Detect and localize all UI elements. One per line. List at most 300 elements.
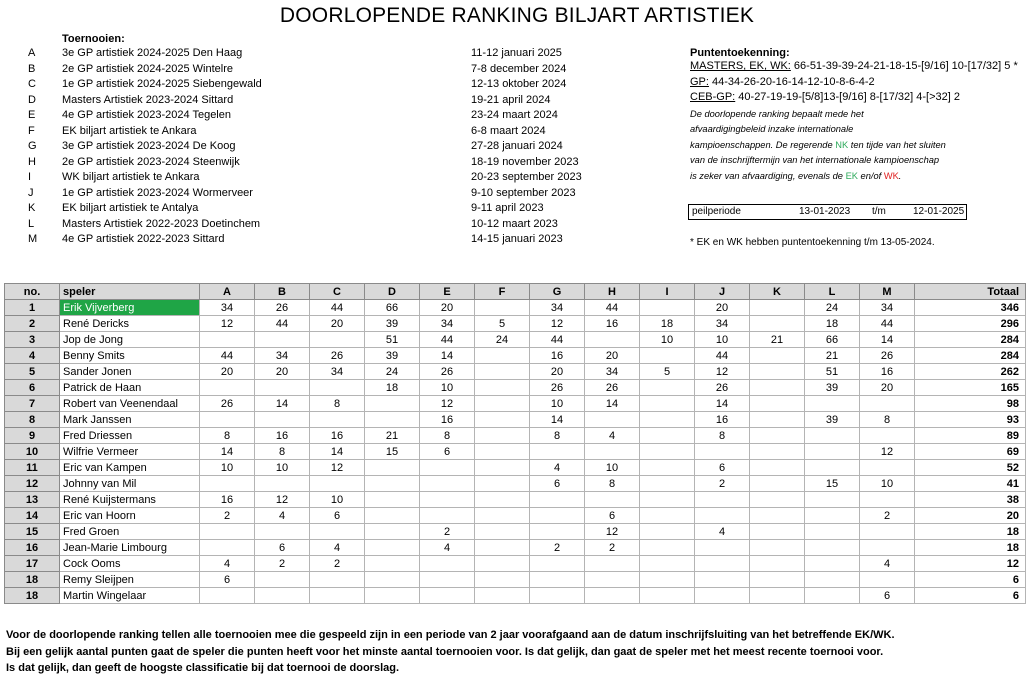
score-cell: 39: [365, 316, 420, 332]
page-title: DOORLOPENDE RANKING BILJART ARTISTIEK: [279, 4, 755, 27]
score-cell: 6: [200, 572, 255, 588]
player-cell: René Dericks: [60, 316, 200, 332]
score-cell: 39: [805, 380, 860, 396]
score-cell: [695, 556, 750, 572]
score-cell: [475, 380, 530, 396]
score-cell: [750, 540, 805, 556]
score-cell: 8: [255, 444, 310, 460]
table-row: [5, 540, 1026, 556]
score-cell: [640, 572, 695, 588]
score-cell: 10: [200, 460, 255, 476]
score-cell: 4: [695, 524, 750, 540]
total-cell: 6: [915, 572, 1026, 588]
score-cell: [365, 540, 420, 556]
score-cell: 34: [860, 300, 915, 316]
score-cell: [640, 524, 695, 540]
score-cell: [640, 588, 695, 604]
score-cell: 8: [200, 428, 255, 444]
table-row: [5, 572, 1026, 588]
player-cell: Wilfrie Vermeer: [60, 444, 200, 460]
tournament-name: Masters Artistiek 2022-2023 Doetinchem: [62, 217, 261, 230]
tournament-date: 18-19 november 2023: [471, 155, 579, 168]
tournament-date: 20-23 september 2023: [471, 171, 582, 183]
rank-cell: 9: [5, 428, 60, 444]
score-cell: [310, 412, 365, 428]
score-cell: 2: [585, 540, 640, 556]
score-cell: 44: [200, 348, 255, 364]
tournament-name: Masters Artistiek 2023-2024 Sittard: [62, 93, 234, 106]
rank-cell: 15: [5, 524, 60, 540]
score-cell: 34: [695, 316, 750, 332]
score-cell: 4: [200, 556, 255, 572]
score-cell: [420, 492, 475, 508]
score-cell: 2: [420, 524, 475, 540]
score-cell: [750, 348, 805, 364]
score-cell: [365, 524, 420, 540]
score-cell: 16: [585, 316, 640, 332]
player-cell: Eric van Kampen: [60, 460, 200, 476]
total-cell: 18: [915, 524, 1026, 540]
score-cell: [640, 540, 695, 556]
score-cell: 12: [255, 492, 310, 508]
tournament-name: 2e GP artistiek 2023-2024 Steenwijk: [62, 155, 240, 168]
score-cell: [365, 476, 420, 492]
score-cell: 6: [420, 444, 475, 460]
tournament-name: 3e GP artistiek 2023-2024 De Koog: [62, 140, 236, 152]
score-cell: [530, 444, 585, 460]
col-tournament: F: [475, 284, 530, 300]
score-cell: [640, 508, 695, 524]
tournament-date: 23-24 maart 2024: [471, 109, 558, 121]
points-ceb: CEB-GP: 40-27-19-19-[5/8]13-[9/16] 8-[17/32] 4-[>32] 2: [690, 91, 960, 103]
table-row: [5, 396, 1026, 412]
player-cell: Robert van Veenendaal: [60, 396, 200, 412]
score-cell: [695, 588, 750, 604]
player-cell: Jop de Jong: [60, 332, 200, 348]
score-cell: 4: [860, 556, 915, 572]
tournament-date: 12-13 oktober 2024: [471, 78, 567, 90]
tournament-code: G: [28, 140, 37, 152]
tournament-code: F: [28, 124, 35, 137]
tournament-date: 27-28 januari 2024: [471, 140, 563, 152]
col-player: speler: [60, 284, 200, 300]
score-cell: 34: [200, 300, 255, 316]
score-cell: [585, 588, 640, 604]
points-masters: MASTERS, EK, WK: 66-51-39-39-24-21-18-15-[9/16] 10-[17/32] 5 *: [690, 60, 1018, 72]
score-cell: 44: [310, 300, 365, 316]
score-cell: 5: [640, 364, 695, 380]
score-cell: 51: [805, 364, 860, 380]
points-heading: Puntentoekenning:: [690, 47, 790, 59]
score-cell: [640, 556, 695, 572]
score-cell: [585, 572, 640, 588]
col-tournament: E: [420, 284, 475, 300]
total-cell: 38: [915, 492, 1026, 508]
tournament-name: 1e GP artistiek 2023-2024 Wormerveer: [62, 186, 253, 199]
score-cell: 14: [420, 348, 475, 364]
total-cell: 93: [915, 412, 1026, 428]
score-cell: 26: [695, 380, 750, 396]
tournament-date: 9-11 april 2023: [471, 202, 544, 214]
score-cell: 20: [255, 364, 310, 380]
score-cell: [475, 556, 530, 572]
score-cell: [750, 396, 805, 412]
score-cell: 26: [255, 300, 310, 316]
total-cell: 52: [915, 460, 1026, 476]
score-cell: [475, 412, 530, 428]
score-cell: 34: [585, 364, 640, 380]
score-cell: 24: [805, 300, 860, 316]
score-cell: [255, 412, 310, 428]
col-tournament: L: [805, 284, 860, 300]
score-cell: [585, 556, 640, 572]
tournament-date: 10-12 maart 2023: [471, 217, 558, 230]
table-row: [5, 428, 1026, 444]
score-cell: [200, 412, 255, 428]
score-cell: 16: [420, 412, 475, 428]
score-cell: [585, 412, 640, 428]
score-cell: [750, 412, 805, 428]
score-cell: [255, 524, 310, 540]
table-row: [5, 444, 1026, 460]
points-note-5: is zeker van afvaardiging, evenals de EK en/of WK.: [690, 170, 902, 181]
player-cell: Remy Sleijpen: [60, 572, 200, 588]
total-cell: 284: [915, 332, 1026, 348]
score-cell: 12: [200, 316, 255, 332]
score-cell: [475, 444, 530, 460]
score-cell: [255, 476, 310, 492]
score-cell: 10: [420, 380, 475, 396]
score-cell: 44: [420, 332, 475, 348]
tournament-code: B: [28, 62, 36, 75]
footnote: * EK en WK hebben puntentoekenning t/m 13-05-2024.: [690, 237, 935, 248]
col-tournament: H: [585, 284, 640, 300]
tournament-name: EK biljart artistiek te Ankara: [62, 124, 197, 137]
tournament-name: 4e GP artistiek 2023-2024 Tegelen: [62, 109, 231, 121]
rank-cell: 13: [5, 492, 60, 508]
tournament-code: J: [28, 186, 34, 199]
player-cell: Mark Janssen: [60, 412, 200, 428]
rank-cell: 16: [5, 540, 60, 556]
rank-cell: 10: [5, 444, 60, 460]
total-cell: 41: [915, 476, 1026, 492]
rank-cell: 18: [5, 572, 60, 588]
score-cell: [420, 460, 475, 476]
tournament-name: 1e GP artistiek 2024-2025 Siebengewald: [62, 78, 262, 90]
score-cell: [750, 508, 805, 524]
score-cell: 12: [585, 524, 640, 540]
table-row: [5, 364, 1026, 380]
total-cell: 20: [915, 508, 1026, 524]
score-cell: 2: [200, 508, 255, 524]
score-cell: 8: [530, 428, 585, 444]
period-sep: t/m: [872, 206, 886, 217]
period-box: [688, 204, 967, 220]
col-tournament: K: [750, 284, 805, 300]
rank-cell: 3: [5, 332, 60, 348]
score-cell: [750, 556, 805, 572]
score-cell: 34: [420, 316, 475, 332]
score-cell: [530, 556, 585, 572]
score-cell: [420, 476, 475, 492]
score-cell: [805, 540, 860, 556]
score-cell: 10: [695, 332, 750, 348]
tournament-date: 14-15 januari 2023: [471, 233, 563, 245]
rank-cell: 14: [5, 508, 60, 524]
period-from: 13-01-2023: [799, 206, 851, 217]
score-cell: [695, 444, 750, 460]
score-cell: 14: [585, 396, 640, 412]
tournament-date: 6-8 maart 2024: [471, 124, 546, 137]
score-cell: [750, 572, 805, 588]
score-cell: 6: [255, 540, 310, 556]
table-row: [5, 556, 1026, 572]
score-cell: [640, 412, 695, 428]
tournament-code: M: [28, 233, 38, 245]
score-cell: [475, 364, 530, 380]
score-cell: [200, 588, 255, 604]
score-cell: 21: [805, 348, 860, 364]
score-cell: 20: [530, 364, 585, 380]
player-cell: Jean-Marie Limbourg: [60, 540, 200, 556]
score-cell: 14: [695, 396, 750, 412]
tournament-code: I: [28, 171, 32, 183]
col-tournament: B: [255, 284, 310, 300]
score-cell: 26: [860, 348, 915, 364]
score-cell: 12: [695, 364, 750, 380]
points-note-1: De doorlopende ranking bepaalt mede het: [690, 108, 864, 119]
score-cell: [530, 492, 585, 508]
score-cell: 2: [695, 476, 750, 492]
score-cell: 16: [310, 428, 365, 444]
score-cell: 16: [860, 364, 915, 380]
score-cell: 44: [585, 300, 640, 316]
score-cell: 10: [640, 332, 695, 348]
score-cell: [200, 476, 255, 492]
rank-cell: 7: [5, 396, 60, 412]
score-cell: [475, 396, 530, 412]
points-note-4: van de inschrijftermijn van het internationale kampioenschap: [690, 155, 940, 165]
score-cell: [750, 460, 805, 476]
score-cell: 34: [310, 364, 365, 380]
rank-cell: 4: [5, 348, 60, 364]
table-row: [5, 476, 1026, 492]
score-cell: [860, 396, 915, 412]
rank-cell: 6: [5, 380, 60, 396]
total-cell: 98: [915, 396, 1026, 412]
tournament-name: 3e GP artistiek 2024-2025 Den Haag: [62, 47, 243, 59]
score-cell: [805, 492, 860, 508]
score-cell: 16: [200, 492, 255, 508]
table-row: [5, 508, 1026, 524]
points-note-2: afvaardigingbeleid inzake internationale: [690, 124, 854, 134]
score-cell: 44: [530, 332, 585, 348]
score-cell: [365, 556, 420, 572]
rule-line: Bij een gelijk aantal punten gaat de speler die punten heeft voor het minste aantal toernooien voor. Is dat gelijk, dan gaat de speler met het meest recente toernooi voor.: [6, 645, 884, 658]
score-cell: [365, 508, 420, 524]
score-cell: 44: [860, 316, 915, 332]
score-cell: 18: [805, 316, 860, 332]
tournament-name: 4e GP artistiek 2022-2023 Sittard: [62, 233, 225, 245]
score-cell: 14: [860, 332, 915, 348]
score-cell: [750, 476, 805, 492]
score-cell: 15: [805, 476, 860, 492]
score-cell: [475, 476, 530, 492]
score-cell: [750, 380, 805, 396]
points-gp: GP: 44-34-26-20-16-14-12-10-8-6-4-2: [690, 75, 875, 88]
tournament-date: 11-12 januari 2025: [471, 47, 562, 59]
score-cell: 6: [695, 460, 750, 476]
score-cell: [255, 572, 310, 588]
table-row: [5, 524, 1026, 540]
score-cell: [585, 444, 640, 460]
score-cell: 66: [365, 300, 420, 316]
col-tournament: I: [640, 284, 695, 300]
score-cell: [640, 380, 695, 396]
score-cell: [530, 508, 585, 524]
score-cell: 8: [420, 428, 475, 444]
score-cell: [860, 460, 915, 476]
score-cell: [640, 460, 695, 476]
score-cell: 8: [695, 428, 750, 444]
score-cell: [695, 508, 750, 524]
score-cell: 20: [420, 300, 475, 316]
score-cell: [805, 556, 860, 572]
col-tournament: A: [200, 284, 255, 300]
score-cell: 5: [475, 316, 530, 332]
col-no: no.: [5, 284, 60, 300]
tournament-code: E: [28, 109, 36, 121]
score-cell: 21: [750, 332, 805, 348]
score-cell: 12: [530, 316, 585, 332]
score-cell: 2: [255, 556, 310, 572]
score-cell: [860, 540, 915, 556]
score-cell: [805, 428, 860, 444]
score-cell: [310, 524, 365, 540]
score-cell: 12: [860, 444, 915, 460]
tournament-code: A: [28, 47, 36, 59]
score-cell: [200, 332, 255, 348]
score-cell: 34: [255, 348, 310, 364]
score-cell: 6: [310, 508, 365, 524]
score-cell: [805, 588, 860, 604]
score-cell: [750, 364, 805, 380]
score-cell: [475, 492, 530, 508]
score-cell: 20: [200, 364, 255, 380]
score-cell: [200, 540, 255, 556]
score-cell: 26: [200, 396, 255, 412]
score-cell: [475, 540, 530, 556]
score-cell: [750, 492, 805, 508]
score-cell: 10: [310, 492, 365, 508]
total-cell: 12: [915, 556, 1026, 572]
score-cell: 2: [310, 556, 365, 572]
score-cell: 44: [255, 316, 310, 332]
score-cell: 6: [860, 588, 915, 604]
score-cell: [475, 460, 530, 476]
score-cell: 6: [530, 476, 585, 492]
score-cell: [695, 572, 750, 588]
score-cell: [695, 540, 750, 556]
score-cell: 4: [420, 540, 475, 556]
score-cell: 6: [585, 508, 640, 524]
rank-cell: 11: [5, 460, 60, 476]
total-cell: 346: [915, 300, 1026, 316]
score-cell: 20: [695, 300, 750, 316]
player-cell: Eric van Hoorn: [60, 508, 200, 524]
total-cell: 6: [915, 588, 1026, 604]
score-cell: [750, 316, 805, 332]
points-note-3: kampioenschappen. De regerende NK ten tijde van het sluiten: [690, 139, 946, 150]
score-cell: [255, 380, 310, 396]
score-cell: [475, 508, 530, 524]
score-cell: 14: [310, 444, 365, 460]
total-cell: 165: [915, 380, 1026, 396]
score-cell: [420, 556, 475, 572]
rank-cell: 5: [5, 364, 60, 380]
score-cell: [420, 508, 475, 524]
score-cell: 10: [585, 460, 640, 476]
col-total: Totaal: [915, 284, 1026, 300]
score-cell: 66: [805, 332, 860, 348]
score-cell: [805, 444, 860, 460]
score-cell: [805, 572, 860, 588]
score-cell: 26: [530, 380, 585, 396]
col-tournament: J: [695, 284, 750, 300]
score-cell: 2: [530, 540, 585, 556]
score-cell: 14: [530, 412, 585, 428]
table-row: [5, 348, 1026, 364]
player-cell: Johnny van Mil: [60, 476, 200, 492]
score-cell: [640, 348, 695, 364]
score-cell: [310, 572, 365, 588]
score-cell: [475, 428, 530, 444]
score-cell: 8: [585, 476, 640, 492]
total-cell: 296: [915, 316, 1026, 332]
period-to: 12-01-2025: [913, 206, 965, 217]
player-cell: Patrick de Haan: [60, 380, 200, 396]
score-cell: [860, 572, 915, 588]
score-cell: 10: [530, 396, 585, 412]
rank-cell: 1: [5, 300, 60, 316]
score-cell: [475, 348, 530, 364]
score-cell: [805, 460, 860, 476]
table-row: [5, 588, 1026, 604]
score-cell: 26: [585, 380, 640, 396]
col-tournament: D: [365, 284, 420, 300]
score-cell: [640, 300, 695, 316]
score-cell: 20: [860, 380, 915, 396]
player-cell: Benny Smits: [60, 348, 200, 364]
player-cell: Erik Vijverberg: [60, 300, 200, 316]
score-cell: [310, 476, 365, 492]
score-cell: 51: [365, 332, 420, 348]
tournament-name: WK biljart artistiek te Ankara: [62, 171, 200, 183]
score-cell: 8: [310, 396, 365, 412]
score-cell: 34: [530, 300, 585, 316]
total-cell: 284: [915, 348, 1026, 364]
rule-line: Is dat gelijk, dan geeft de hoogste classificatie bij dat toernooi de doorslag.: [6, 662, 400, 674]
score-cell: [310, 332, 365, 348]
score-cell: [640, 444, 695, 460]
tournaments-heading: Toernooien:: [62, 33, 125, 45]
score-cell: [365, 588, 420, 604]
score-cell: 2: [860, 508, 915, 524]
rank-cell: 2: [5, 316, 60, 332]
score-cell: [750, 300, 805, 316]
score-cell: 39: [805, 412, 860, 428]
total-cell: 89: [915, 428, 1026, 444]
